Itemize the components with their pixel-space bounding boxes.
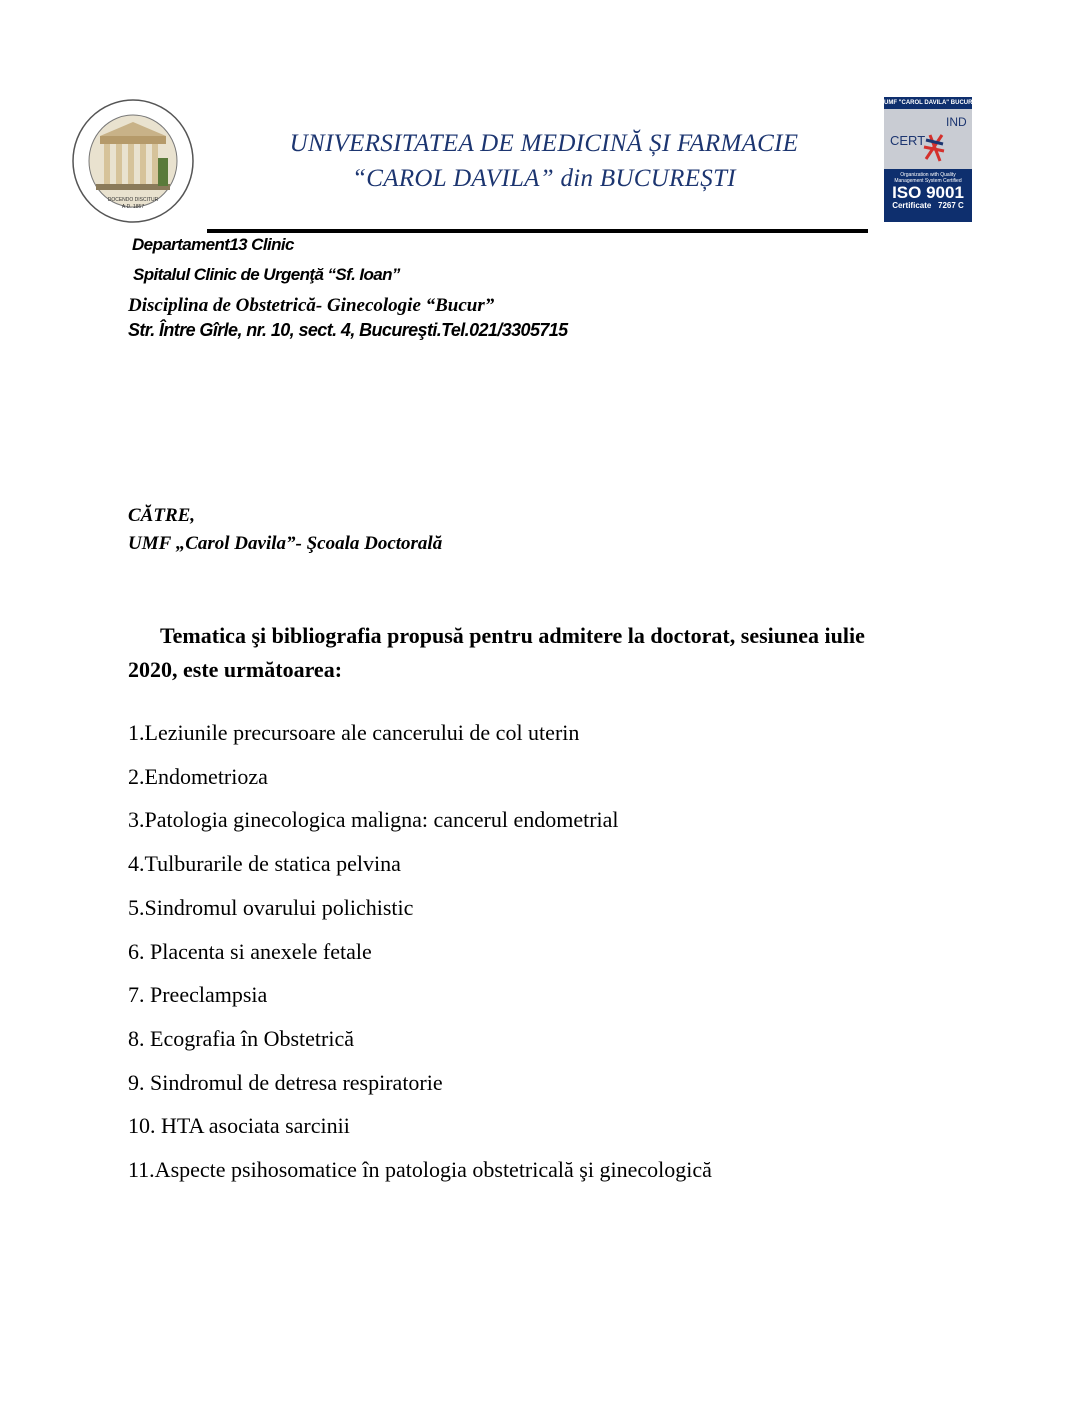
iso-9001-label: ISO 9001 (892, 183, 964, 202)
topic-item: 3.Patologia ginecologica maligna: cancerul endometrial (128, 807, 619, 833)
topic-item: 4.Tulburarile de statica pelvina (128, 851, 401, 877)
svg-text:DOCENDO DISCITUR: DOCENDO DISCITUR (107, 197, 159, 203)
certind-star-icon (922, 131, 946, 163)
ind-label: IND (946, 115, 967, 129)
topic-item: 8. Ecografia în Obstetrică (128, 1025, 355, 1051)
university-seal-logo (70, 98, 196, 224)
cert-label: CERT (890, 133, 926, 148)
topic-item: 11.Aspecte psihosomatice în patologia obstetricală şi ginecologică (128, 1157, 712, 1182)
department-line: Departament13 Clinic (132, 235, 294, 254)
topic-item: 5.Sindromul ovarului polichistic (128, 894, 414, 920)
iso-certificate-number: Certificate 7267 C (892, 201, 964, 210)
university-name-line2: “CAROL DAVILA” din BUCUREȘTI (352, 165, 736, 192)
discipline-line: Disciplina de Obstetrică- Ginecologie “Bucur” (128, 295, 495, 316)
address-line: Str. Între Gîrle, nr. 10, sect. 4, Bucureşti.Tel.021/3305715 (128, 320, 568, 340)
topic-item: 7. Preeclampsia (128, 982, 268, 1008)
intro-line2: 2020, este următoarea: (128, 657, 343, 682)
topic-item: 1.Leziunile precursoare ale cancerului de col uterin (128, 720, 580, 745)
iso-org-text: Organization with Quality Management System Certified (894, 172, 962, 184)
iso-badge-top: UMF "CAROL DAVILA" BUCUREȘTI (884, 100, 986, 106)
header-divider (207, 229, 868, 233)
university-name-line1: UNIVERSITATEA DE MEDICINĂ ȘI FARMACIE (289, 130, 799, 157)
topic-item: 6. Placenta si anexele fetale (128, 938, 372, 964)
topic-item: 10. HTA asociata sarcinii (128, 1113, 350, 1139)
intro-line1: Tematica şi bibliografia propusă pentru admitere la doctorat, sesiunea iulie (160, 623, 865, 648)
recipient-to: CĂTRE, (128, 505, 196, 526)
hospital-line: Spitalul Clinic de Urgenţă “Sf. Ioan” (133, 265, 400, 284)
topic-item: 9. Sindromul de detresa respiratorie (128, 1069, 443, 1095)
iso-certification-badge (884, 97, 986, 222)
topic-item: 2.Endometrioza (128, 763, 268, 789)
svg-text:A.D. 1857: A.D. 1857 (121, 204, 145, 210)
recipient-name: UMF „Carol Davila”- Şcoala Doctorală (128, 533, 443, 554)
